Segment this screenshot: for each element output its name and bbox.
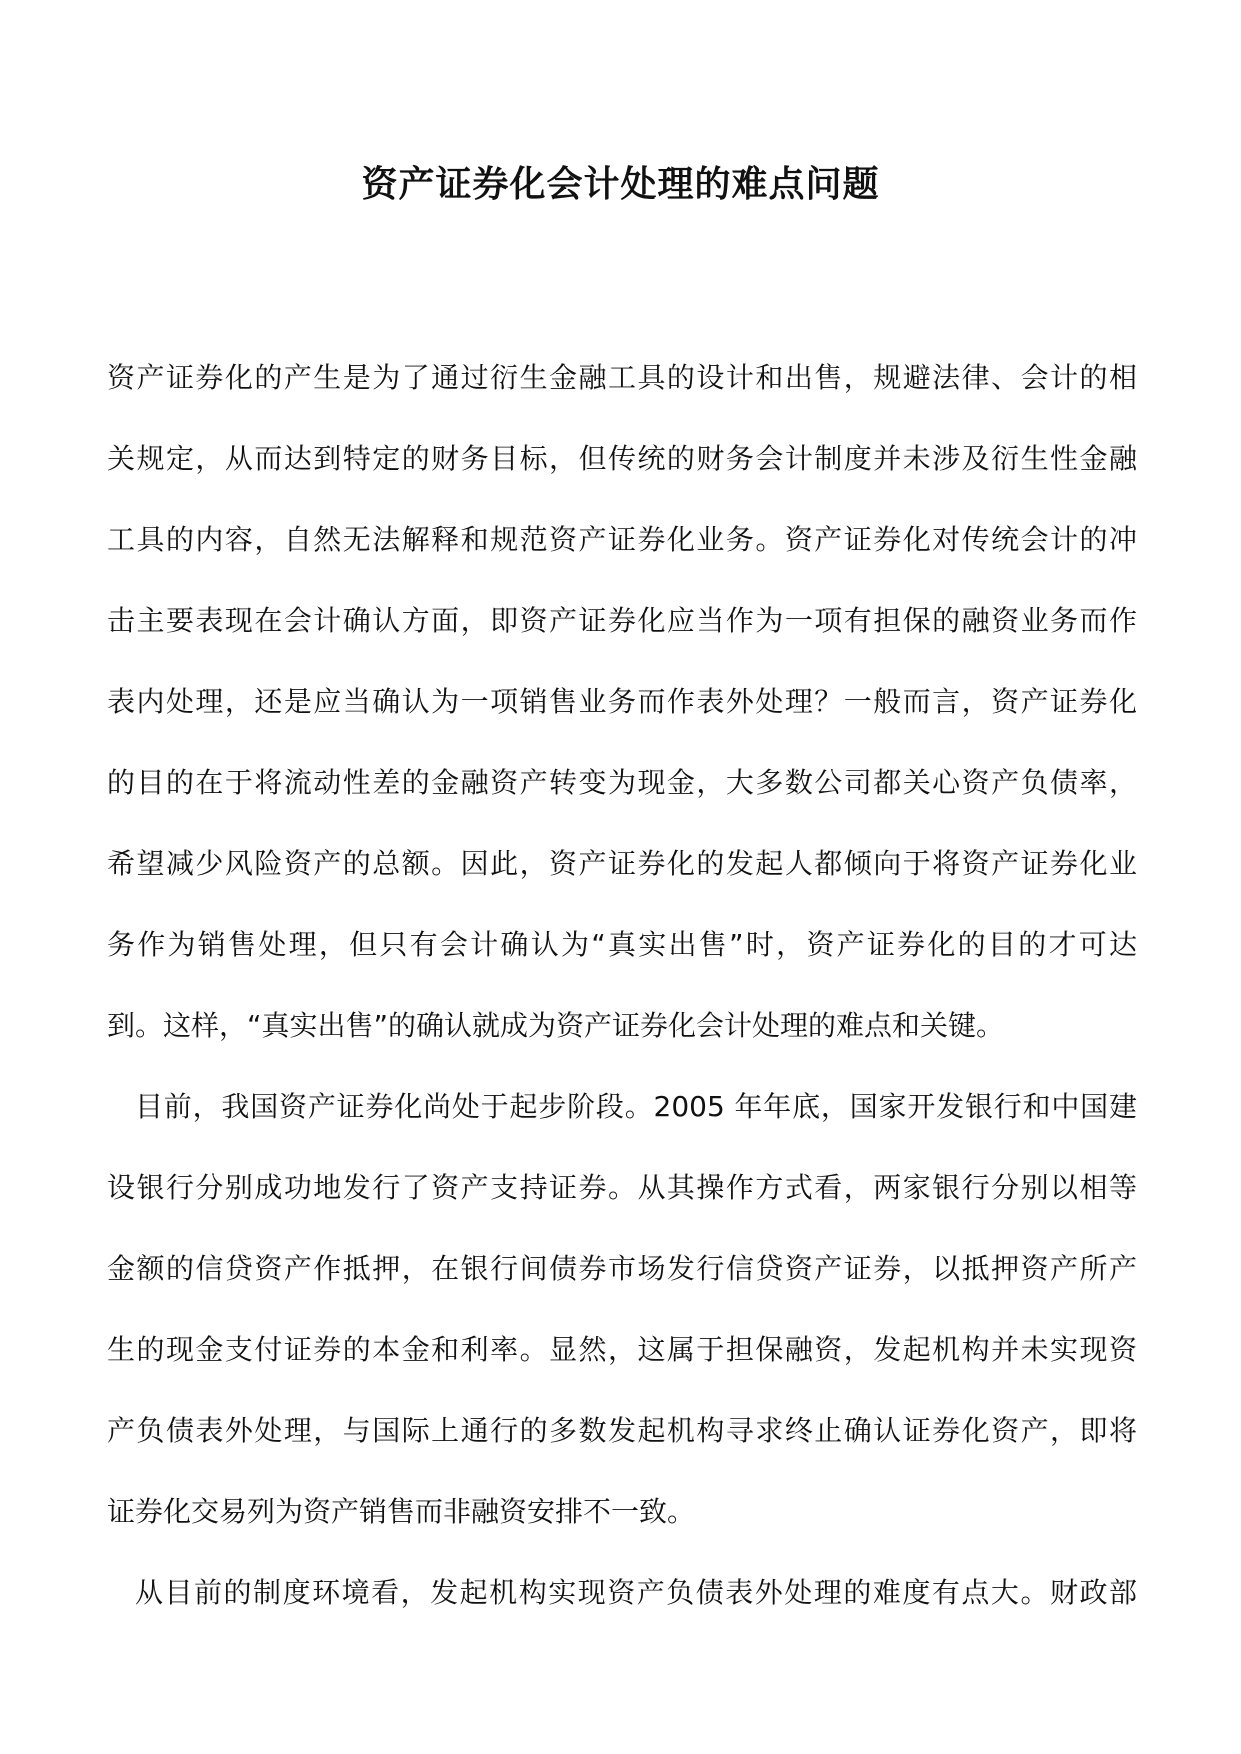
- text-line: 到。这样，“真实出售”的确认就成为资产证券化会计处理的难点和关键。: [107, 1009, 1005, 1042]
- text-line: 击主要表现在会计确认方面，即资产证券化应当作为一项有担保的融资业务而作: [107, 604, 1137, 637]
- document-body: [107, 337, 1137, 1633]
- text-line: 关规定，从而达到特定的财务目标，但传统的财务会计制度并未涉及衍生性金融: [107, 442, 1137, 475]
- text-line: 生的现金支付证券的本金和利率。显然，这属于担保融资，发起机构并未实现资: [107, 1333, 1137, 1366]
- text-line: 工具的内容，自然无法解释和规范资产证券化业务。资产证券化对传统会计的冲: [107, 523, 1137, 556]
- text-line: 目前，我国资产证券化尚处于起步阶段。2005 年年底，国家开发银行和中国建: [135, 1090, 1137, 1123]
- text-line: 金额的信贷资产作抵押，在银行间债券市场发行信贷资产证券，以抵押资产所产: [107, 1252, 1137, 1285]
- text-line: 务作为销售处理，但只有会计确认为“真实出售”时，资产证券化的目的才可达: [107, 928, 1137, 961]
- text-line: 设银行分别成功地发行了资产支持证券。从其操作方式看，两家银行分别以相等: [107, 1171, 1137, 1204]
- text-line: 表内处理，还是应当确认为一项销售业务而作表外处理？一般而言，资产证券化: [107, 685, 1137, 718]
- text-line: 产负债表外处理，与国际上通行的多数发起机构寻求终止确认证券化资产，即将: [107, 1414, 1137, 1447]
- text-line: 从目前的制度环境看，发起机构实现资产负债表外处理的难度有点大。财政部: [135, 1576, 1137, 1609]
- document-title: 资产证券化会计处理的难点问题: [361, 163, 880, 205]
- text-line: 证券化交易列为资产销售而非融资安排不一致。: [107, 1495, 696, 1528]
- text-line: 的目的在于将流动性差的金融资产转变为现金，大多数公司都关心资产负债率，: [107, 766, 1137, 799]
- text-line: 资产证券化的产生是为了通过衍生金融工具的设计和出售，规避法律、会计的相: [107, 361, 1137, 394]
- text-line: 希望减少风险资产的总额。因此，资产证券化的发起人都倾向于将资产证券化业: [107, 847, 1137, 880]
